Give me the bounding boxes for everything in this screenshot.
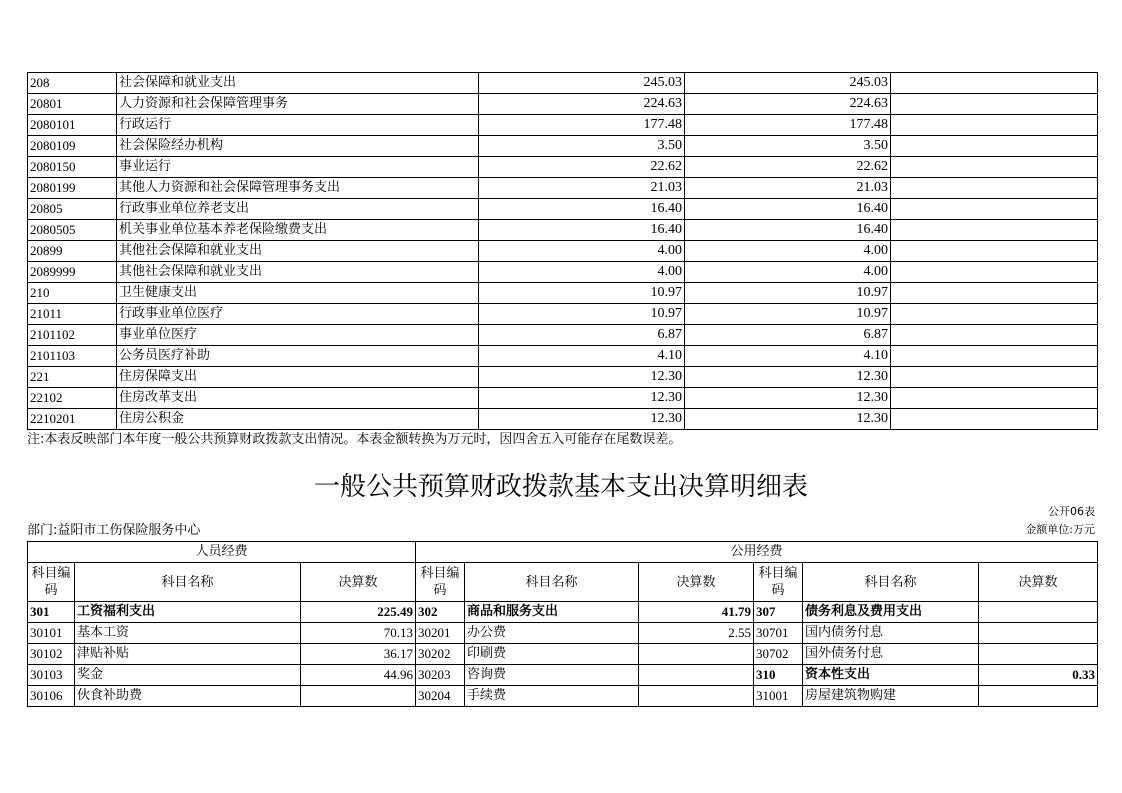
amount-cell: 22.62 [479, 157, 685, 178]
name-cell: 其他社会保障和就业支出 [117, 241, 479, 262]
form-number: 公开06表 [1048, 505, 1095, 518]
name-cell: 公务员医疗补助 [117, 346, 479, 367]
code-cell: 30204 [416, 686, 465, 707]
code-cell: 2101102 [28, 325, 117, 346]
table-row [28, 262, 1098, 283]
amount-cell: 245.03 [479, 73, 685, 94]
table-row [28, 115, 1098, 136]
name-cell: 事业运行 [117, 157, 479, 178]
amount-cell: 16.40 [479, 220, 685, 241]
page-title: 一般公共预算财政拨款基本支出决算明细表 [313, 472, 808, 502]
name-cell: 卫生健康支出 [117, 283, 479, 304]
code-cell: 30701 [754, 623, 803, 644]
name-cell: 其他社会保障和就业支出 [117, 262, 479, 283]
empty-cell [891, 136, 1098, 157]
amount-unit-label: 金额单位:万元 [1025, 523, 1095, 536]
group-header-row [28, 542, 1098, 563]
code-cell: 2210201 [28, 409, 117, 430]
table-row [28, 136, 1098, 157]
name-cell: 津贴补贴 [75, 644, 301, 665]
code-cell: 30103 [28, 665, 75, 686]
amount-cell: 10.97 [479, 283, 685, 304]
name-cell: 住房保障支出 [117, 367, 479, 388]
amount-cell [639, 644, 754, 665]
name-cell: 社会保险经办机构 [117, 136, 479, 157]
name-cell: 其他人力资源和社会保障管理事务支出 [117, 178, 479, 199]
name-cell: 住房改革支出 [117, 388, 479, 409]
amount-cell: 16.40 [685, 199, 891, 220]
name-cell: 办公费 [465, 623, 639, 644]
table-row [28, 241, 1098, 262]
table-row [28, 602, 1098, 623]
empty-cell [891, 178, 1098, 199]
group-header-public: 公用经费 [416, 542, 1098, 563]
amount-cell: 6.87 [479, 325, 685, 346]
amount-cell: 4.00 [479, 262, 685, 283]
col-header-name: 科目名称 [465, 563, 639, 602]
amount-cell: 16.40 [685, 220, 891, 241]
amount-cell: 12.30 [479, 409, 685, 430]
amount-cell: 2.55 [639, 623, 754, 644]
col-header-amount: 决算数 [301, 563, 416, 602]
amount-cell [979, 602, 1098, 623]
amount-cell: 10.97 [685, 304, 891, 325]
code-cell: 2080101 [28, 115, 117, 136]
table-row [28, 388, 1098, 409]
code-cell: 302 [416, 602, 465, 623]
amount-cell: 4.00 [685, 262, 891, 283]
table-row [28, 199, 1098, 220]
amount-cell: 12.30 [479, 367, 685, 388]
amount-cell [979, 686, 1098, 707]
group-header-personnel: 人员经费 [28, 542, 416, 563]
amount-cell [639, 665, 754, 686]
amount-cell [979, 623, 1098, 644]
amount-cell: 0.33 [979, 665, 1098, 686]
empty-cell [891, 262, 1098, 283]
empty-cell [891, 157, 1098, 178]
amount-cell: 12.30 [685, 367, 891, 388]
name-cell: 奖金 [75, 665, 301, 686]
empty-cell [891, 94, 1098, 115]
table-row [28, 73, 1098, 94]
table-row [28, 220, 1098, 241]
table-row [28, 686, 1098, 707]
table-row [28, 409, 1098, 430]
col-header-amount: 决算数 [979, 563, 1098, 602]
name-cell: 行政事业单位养老支出 [117, 199, 479, 220]
column-header-row [28, 563, 1098, 602]
table-row [28, 367, 1098, 388]
amount-cell: 3.50 [685, 136, 891, 157]
code-cell: 2089999 [28, 262, 117, 283]
code-cell: 30102 [28, 644, 75, 665]
table-row [28, 644, 1098, 665]
name-cell: 人力资源和社会保障管理事务 [117, 94, 479, 115]
amount-cell: 4.10 [685, 346, 891, 367]
amount-cell: 224.63 [685, 94, 891, 115]
code-cell: 21011 [28, 304, 117, 325]
name-cell: 资本性支出 [803, 665, 979, 686]
col-header-code: 科目编码 [28, 563, 75, 602]
table-row [28, 178, 1098, 199]
name-cell: 基本工资 [75, 623, 301, 644]
code-cell: 30101 [28, 623, 75, 644]
amount-cell: 22.62 [685, 157, 891, 178]
amount-cell: 21.03 [685, 178, 891, 199]
name-cell: 手续费 [465, 686, 639, 707]
amount-cell: 6.87 [685, 325, 891, 346]
code-cell: 2080505 [28, 220, 117, 241]
empty-cell [891, 115, 1098, 136]
amount-cell: 12.30 [685, 409, 891, 430]
amount-cell: 36.17 [301, 644, 416, 665]
code-cell: 2080150 [28, 157, 117, 178]
amount-cell: 44.96 [301, 665, 416, 686]
table-row [28, 325, 1098, 346]
col-header-code: 科目编码 [416, 563, 465, 602]
code-cell: 208 [28, 73, 117, 94]
name-cell: 工资福利支出 [75, 602, 301, 623]
amount-cell: 177.48 [479, 115, 685, 136]
name-cell: 社会保障和就业支出 [117, 73, 479, 94]
amount-cell: 21.03 [479, 178, 685, 199]
name-cell: 国外债务付息 [803, 644, 979, 665]
amount-cell: 41.79 [639, 602, 754, 623]
expenditure-table [27, 72, 1098, 430]
amount-cell: 4.10 [479, 346, 685, 367]
col-header-code: 科目编码 [754, 563, 803, 602]
col-header-name: 科目名称 [75, 563, 301, 602]
name-cell: 印刷费 [465, 644, 639, 665]
name-cell: 事业单位医疗 [117, 325, 479, 346]
code-cell: 30106 [28, 686, 75, 707]
amount-cell: 12.30 [479, 388, 685, 409]
code-cell: 30702 [754, 644, 803, 665]
name-cell: 国内债务付息 [803, 623, 979, 644]
empty-cell [891, 367, 1098, 388]
amount-cell: 70.13 [301, 623, 416, 644]
table-row [28, 346, 1098, 367]
name-cell: 咨询费 [465, 665, 639, 686]
name-cell: 债务利息及费用支出 [803, 602, 979, 623]
empty-cell [891, 241, 1098, 262]
code-cell: 307 [754, 602, 803, 623]
code-cell: 301 [28, 602, 75, 623]
name-cell: 行政运行 [117, 115, 479, 136]
name-cell: 房屋建筑物购建 [803, 686, 979, 707]
table-row [28, 283, 1098, 304]
amount-cell: 12.30 [685, 388, 891, 409]
code-cell: 20899 [28, 241, 117, 262]
empty-cell [891, 409, 1098, 430]
empty-cell [891, 304, 1098, 325]
amount-cell [979, 644, 1098, 665]
name-cell: 伙食补助费 [75, 686, 301, 707]
name-cell: 行政事业单位医疗 [117, 304, 479, 325]
col-header-amount: 决算数 [639, 563, 754, 602]
department-label: 部门:益阳市工伤保险服务中心 [27, 523, 201, 538]
amount-cell: 16.40 [479, 199, 685, 220]
code-cell: 221 [28, 367, 117, 388]
code-cell: 30203 [416, 665, 465, 686]
col-header-name: 科目名称 [803, 563, 979, 602]
code-cell: 31001 [754, 686, 803, 707]
amount-cell [639, 686, 754, 707]
amount-cell: 4.00 [685, 241, 891, 262]
empty-cell [891, 346, 1098, 367]
code-cell: 2080199 [28, 178, 117, 199]
name-cell: 商品和服务支出 [465, 602, 639, 623]
name-cell: 住房公积金 [117, 409, 479, 430]
empty-cell [891, 199, 1098, 220]
amount-cell: 225.49 [301, 602, 416, 623]
amount-cell: 177.48 [685, 115, 891, 136]
table-row [28, 665, 1098, 686]
amount-cell [301, 686, 416, 707]
code-cell: 210 [28, 283, 117, 304]
code-cell: 20801 [28, 94, 117, 115]
code-cell: 2101103 [28, 346, 117, 367]
amount-cell: 245.03 [685, 73, 891, 94]
code-cell: 2080109 [28, 136, 117, 157]
empty-cell [891, 220, 1098, 241]
amount-cell: 10.97 [685, 283, 891, 304]
table-row [28, 623, 1098, 644]
table-row [28, 157, 1098, 178]
amount-cell: 224.63 [479, 94, 685, 115]
table-note: 注:本表反映部门本年度一般公共预算财政拨款支出情况。本表金额转换为万元时，因四舍五入可能存在尾数误差。 [27, 432, 682, 447]
code-cell: 30201 [416, 623, 465, 644]
table-row [28, 304, 1098, 325]
code-cell: 22102 [28, 388, 117, 409]
code-cell: 30202 [416, 644, 465, 665]
amount-cell: 4.00 [479, 241, 685, 262]
amount-cell: 3.50 [479, 136, 685, 157]
amount-cell: 10.97 [479, 304, 685, 325]
name-cell: 机关事业单位基本养老保险缴费支出 [117, 220, 479, 241]
code-cell: 310 [754, 665, 803, 686]
empty-cell [891, 73, 1098, 94]
code-cell: 20805 [28, 199, 117, 220]
empty-cell [891, 325, 1098, 346]
table-row [28, 94, 1098, 115]
basic-expenditure-detail-table [27, 541, 1098, 707]
empty-cell [891, 388, 1098, 409]
empty-cell [891, 283, 1098, 304]
